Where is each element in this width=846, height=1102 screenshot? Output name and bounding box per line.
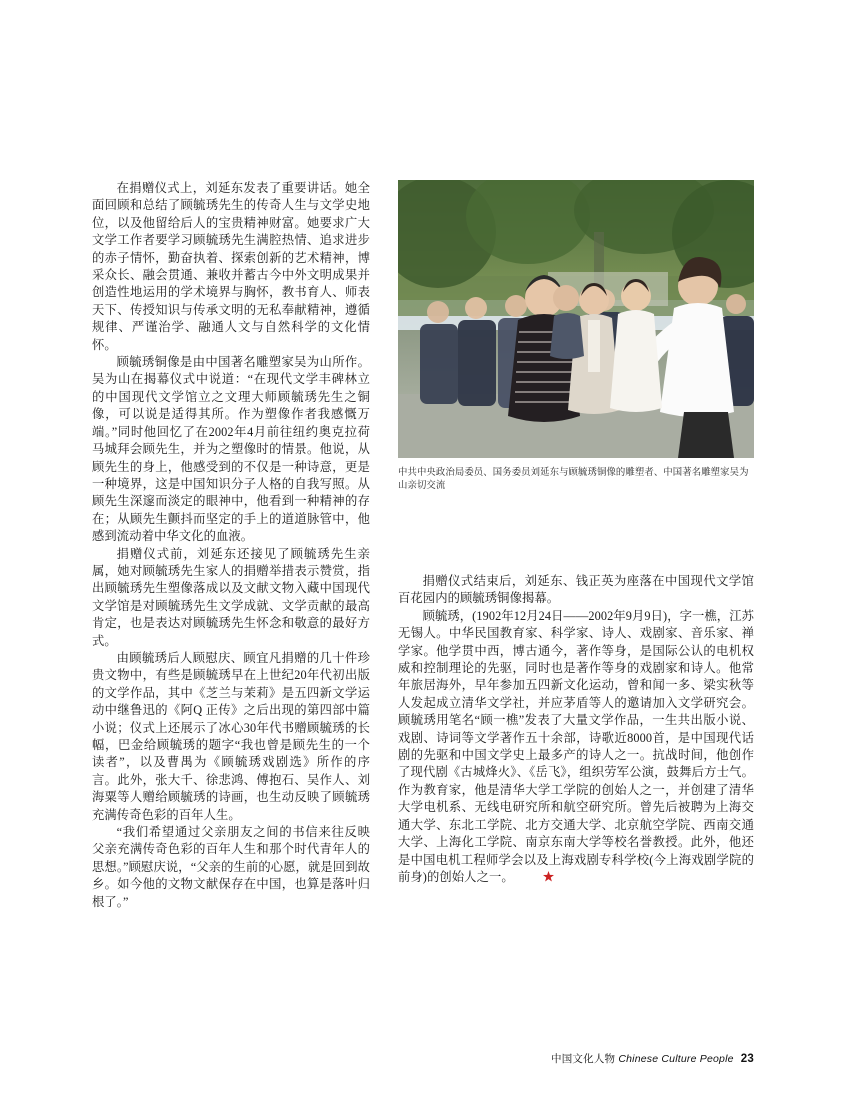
event-photo-illustration — [398, 180, 754, 458]
left-text-column — [92, 180, 370, 911]
paragraph: 捐赠仪式前，刘延东还接见了顾毓琇先生亲属，她对顾毓琇先生家人的捐赠举措表示赞赏，指出顾毓琇先生塑像落成以及文献文物入藏中国现代文学馆是对顾毓琇先生文学成就、文学贡献的最高肯定，也是表达对顾毓琇先生怀念和敬意的最好方式。 — [92, 546, 370, 648]
footer-title-en: Chinese Culture People — [618, 1053, 734, 1065]
paragraph: 由顾毓琇后人顾慰庆、顾宜凡捐赠的几十件珍贵文物中，有些是顾毓琇早在上世纪20年代初出版的文学作品，其中《芝兰与茉莉》是五四新文学运动中继鲁迅的《阿Q 正传》之后出现的第四部中篇小说；仪式上还展示了冰心30年代书赠顾毓琇的长幅，巴金给顾毓琇的题字“我也曾是顾先生的一个读者”，以及曹禺为《顾毓琇戏剧选》所作的序言。此外，张大千、徐悲鸿、傅抱石、吴作人、刘海粟等人赠给顾毓琇的诗画，也生动反映了顾毓琇充满传奇色彩的百年人生。 — [92, 650, 370, 822]
page-number: 23 — [740, 1053, 754, 1065]
paragraph-text: 顾毓琇，(1902年12月24日——2002年9月9日)，字一樵，江苏无锡人。中华民国教育家、科学家、诗人、戏剧家、音乐家、禅学家。他学贯中西，博古通今，著作等身，是国际公认的电机权威和控制理论的先驱，同时也是著作等身的戏剧家和诗人。他常年旅居海外，早年参加五四新文化运动，曾和闻一多、梁实秋等人发起成立清华文学社，并应茅盾等人的邀请加入文学研究会。顾毓琇用笔名“顾一樵”发表了大量文学作品，一生共出版小说、戏剧、诗词等文学著作五十余部，诗歌近8000首，是中国现代话剧的先驱和中国文学史上最多产的诗人之一。抗战时间，他创作了现代剧《古城烽火》、《岳飞》，组织劳军公演，鼓舞后方士气。作为教育家，他是清华大学工学院的创始人之一，并创建了清华大学电机系、无线电研究所和航空研究所。曾先后被聘为上海交通大学、东北工学院、北方交通大学、北京航空学院、西南交通大学、上海化工学院、南京东南大学等校名誉教授。此外，他还是中国电机工程师学会以及上海戏剧专科学校(今上海戏剧学院的前身)的创始人之一。 — [398, 608, 755, 884]
right-text-column — [398, 573, 754, 886]
photo-block — [398, 180, 754, 491]
paragraph: 在捐赠仪式上，刘延东发表了重要讲话。她全面回顾和总结了顾毓琇先生的传奇人生与文学史地位，以及他留给后人的宝贵精神财富。她要求广大文学工作者要学习顾毓琇先生满腔热情、追求进步的赤子情怀，勤奋执着、探索创新的艺术精神，博采众长、融会贯通、兼收并蓄古今中外文明成果并创造性地运用的学术境界与胸怀，教书育人、师表天下、传授知识与传承文明的无私奉献精神，遵循规律、严谨治学、融通人文与自然科学的文化情怀。 — [92, 181, 370, 352]
paragraph-with-endmark — [398, 608, 754, 887]
photo-caption: 中共中央政治局委员、国务委员刘延东与顾毓琇铜像的雕塑者、中国著名雕塑家吴为山亲切交流 — [398, 466, 749, 490]
paragraph: 捐赠仪式结束后，刘延东、钱正英为座落在中国现代文学馆百花园内的顾毓琇铜像揭幕。 — [398, 574, 754, 606]
end-of-article-star-icon — [519, 870, 530, 881]
page-footer — [551, 1051, 754, 1066]
paragraph: 顾毓琇铜像是由中国著名雕塑家吴为山所作。吴为山在揭幕仪式中说道：“在现代文学丰碑林立的中国现代文学馆立之文理大师顾毓琇先生之铜像，可以说是适得其所。作为塑像作者我感慨万端。”同时他回忆了在2002年4月前往纽约奥克拉荷马城拜会顾先生，并为之塑像时的情景。他说，从顾先生的身上，他感受到的不仅是一种诗意，更是一种境界，这是中国知识分子人格的自我写照。从顾先生深邃而淡定的眼神中，他看到一种精神的存在；从顾先生颤抖而坚定的手上的道道脉管中，他感到流动着中华文化的血液。 — [92, 355, 370, 544]
event-photo — [398, 180, 754, 458]
paragraph: “我们希望通过父亲朋友之间的书信来往反映父亲充满传奇色彩的百年人生和那个时代青年人的思想。”顾慰庆说，“父亲的生前的心愿，就是回到故乡。如今他的文物文献保存在中国，也算是落叶归根了。” — [92, 825, 370, 909]
footer-title-cn: 中国文化人物 — [551, 1054, 616, 1065]
